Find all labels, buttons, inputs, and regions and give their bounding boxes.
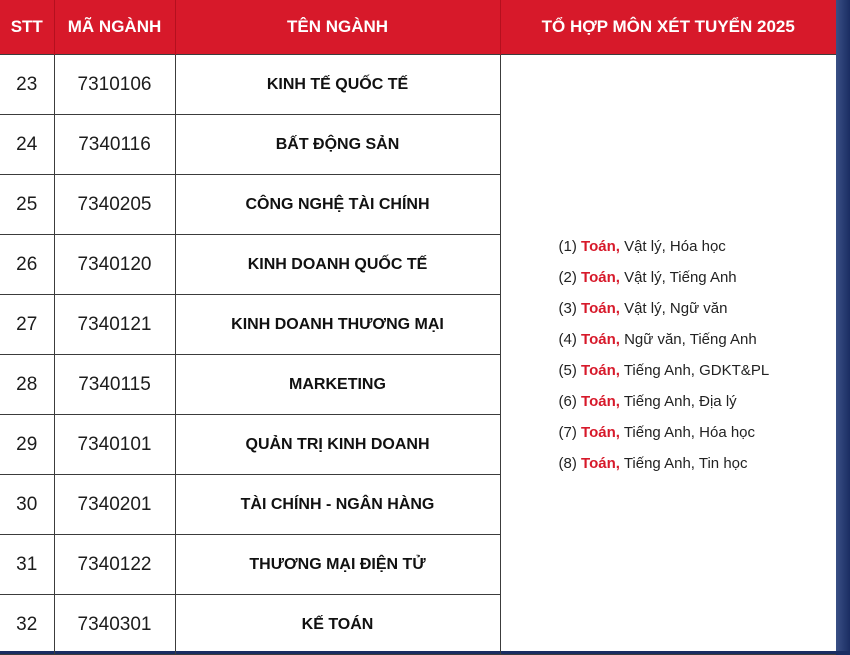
major-code-cell: 7340120 [54,235,175,295]
major-name-cell: KẾ TOÁN [175,595,500,655]
combination-other-subjects: Vật lý, Tiếng Anh [624,268,737,286]
combination-primary-subject: Toán, [581,237,620,255]
combination-other-subjects: Vật lý, Hóa học [624,237,726,255]
stt-cell: 31 [0,535,54,595]
major-code-cell: 7340115 [54,355,175,415]
combination-item [559,262,837,293]
combination-number: (7) [558,423,577,441]
major-code-cell: 7340205 [54,175,175,235]
combination-other-subjects: Tiếng Anh, Hóa học [623,423,756,441]
stt-cell: 23 [0,55,54,115]
stt-cell: 29 [0,415,54,475]
combination-other-subjects: Tiếng Anh, Địa lý [623,392,737,410]
combination-other-subjects: Vật lý, Ngữ văn [624,299,728,317]
major-name-cell: KINH DOANH QUỐC TẾ [175,235,500,295]
major-name-cell: KINH DOANH THƯƠNG MẠI [175,295,500,355]
combination-primary-subject: Toán, [581,268,620,286]
combination-primary-subject: Toán, [581,299,620,317]
combination-list [501,231,837,479]
combination-number: (5) [558,361,577,379]
combination-item [559,417,837,448]
major-code-cell: 7340121 [54,295,175,355]
combination-number: (1) [558,237,577,255]
background-edge [836,0,850,651]
stt-cell: 28 [0,355,54,415]
table-header-row [0,0,836,55]
combination-item [559,324,837,355]
major-name-cell: TÀI CHÍNH - NGÂN HÀNG [175,475,500,535]
combination-primary-subject: Toán, [581,361,620,379]
combination-number: (8) [558,454,577,472]
header-stt: STT [0,0,54,55]
stt-cell: 27 [0,295,54,355]
stt-cell: 26 [0,235,54,295]
combination-number: (2) [558,268,577,286]
major-name-cell: QUẢN TRỊ KINH DOANH [175,415,500,475]
major-code-cell: 7340101 [54,415,175,475]
combination-primary-subject: Toán, [581,423,620,441]
major-name-cell: MARKETING [175,355,500,415]
combination-item [559,231,837,262]
major-name-cell: KINH TẾ QUỐC TẾ [175,55,500,115]
table-row [0,55,836,115]
combination-other-subjects: Tiếng Anh, GDKT&PL [623,361,770,379]
combination-primary-subject: Toán, [581,454,620,472]
major-code-cell: 7340116 [54,115,175,175]
major-code-cell: 7310106 [54,55,175,115]
combination-primary-subject: Toán, [581,330,620,348]
combination-other-subjects: Tiếng Anh, Tin học [623,454,748,472]
combination-number: (6) [558,392,577,410]
header-to-hop: TỔ HỢP MÔN XÉT TUYỂN 2025 [500,0,836,55]
major-code-cell: 7340301 [54,595,175,655]
combination-primary-subject: Toán, [581,392,620,410]
stt-cell: 24 [0,115,54,175]
combination-number: (4) [558,330,577,348]
combination-item [559,386,837,417]
combination-item [559,448,837,479]
major-name-cell: THƯƠNG MẠI ĐIỆN TỬ [175,535,500,595]
stt-cell: 32 [0,595,54,655]
major-name-cell: BẤT ĐỘNG SẢN [175,115,500,175]
combination-item [559,355,837,386]
combination-number: (3) [558,299,577,317]
combination-other-subjects: Ngữ văn, Tiếng Anh [624,330,757,348]
major-code-cell: 7340122 [54,535,175,595]
subject-combinations-cell [500,55,836,655]
major-name-cell: CÔNG NGHỆ TÀI CHÍNH [175,175,500,235]
combination-item [559,293,837,324]
major-code-cell: 7340201 [54,475,175,535]
header-ma-nganh: MÃ NGÀNH [54,0,175,55]
stt-cell: 25 [0,175,54,235]
header-ten-nganh: TÊN NGÀNH [175,0,500,55]
stt-cell: 30 [0,475,54,535]
